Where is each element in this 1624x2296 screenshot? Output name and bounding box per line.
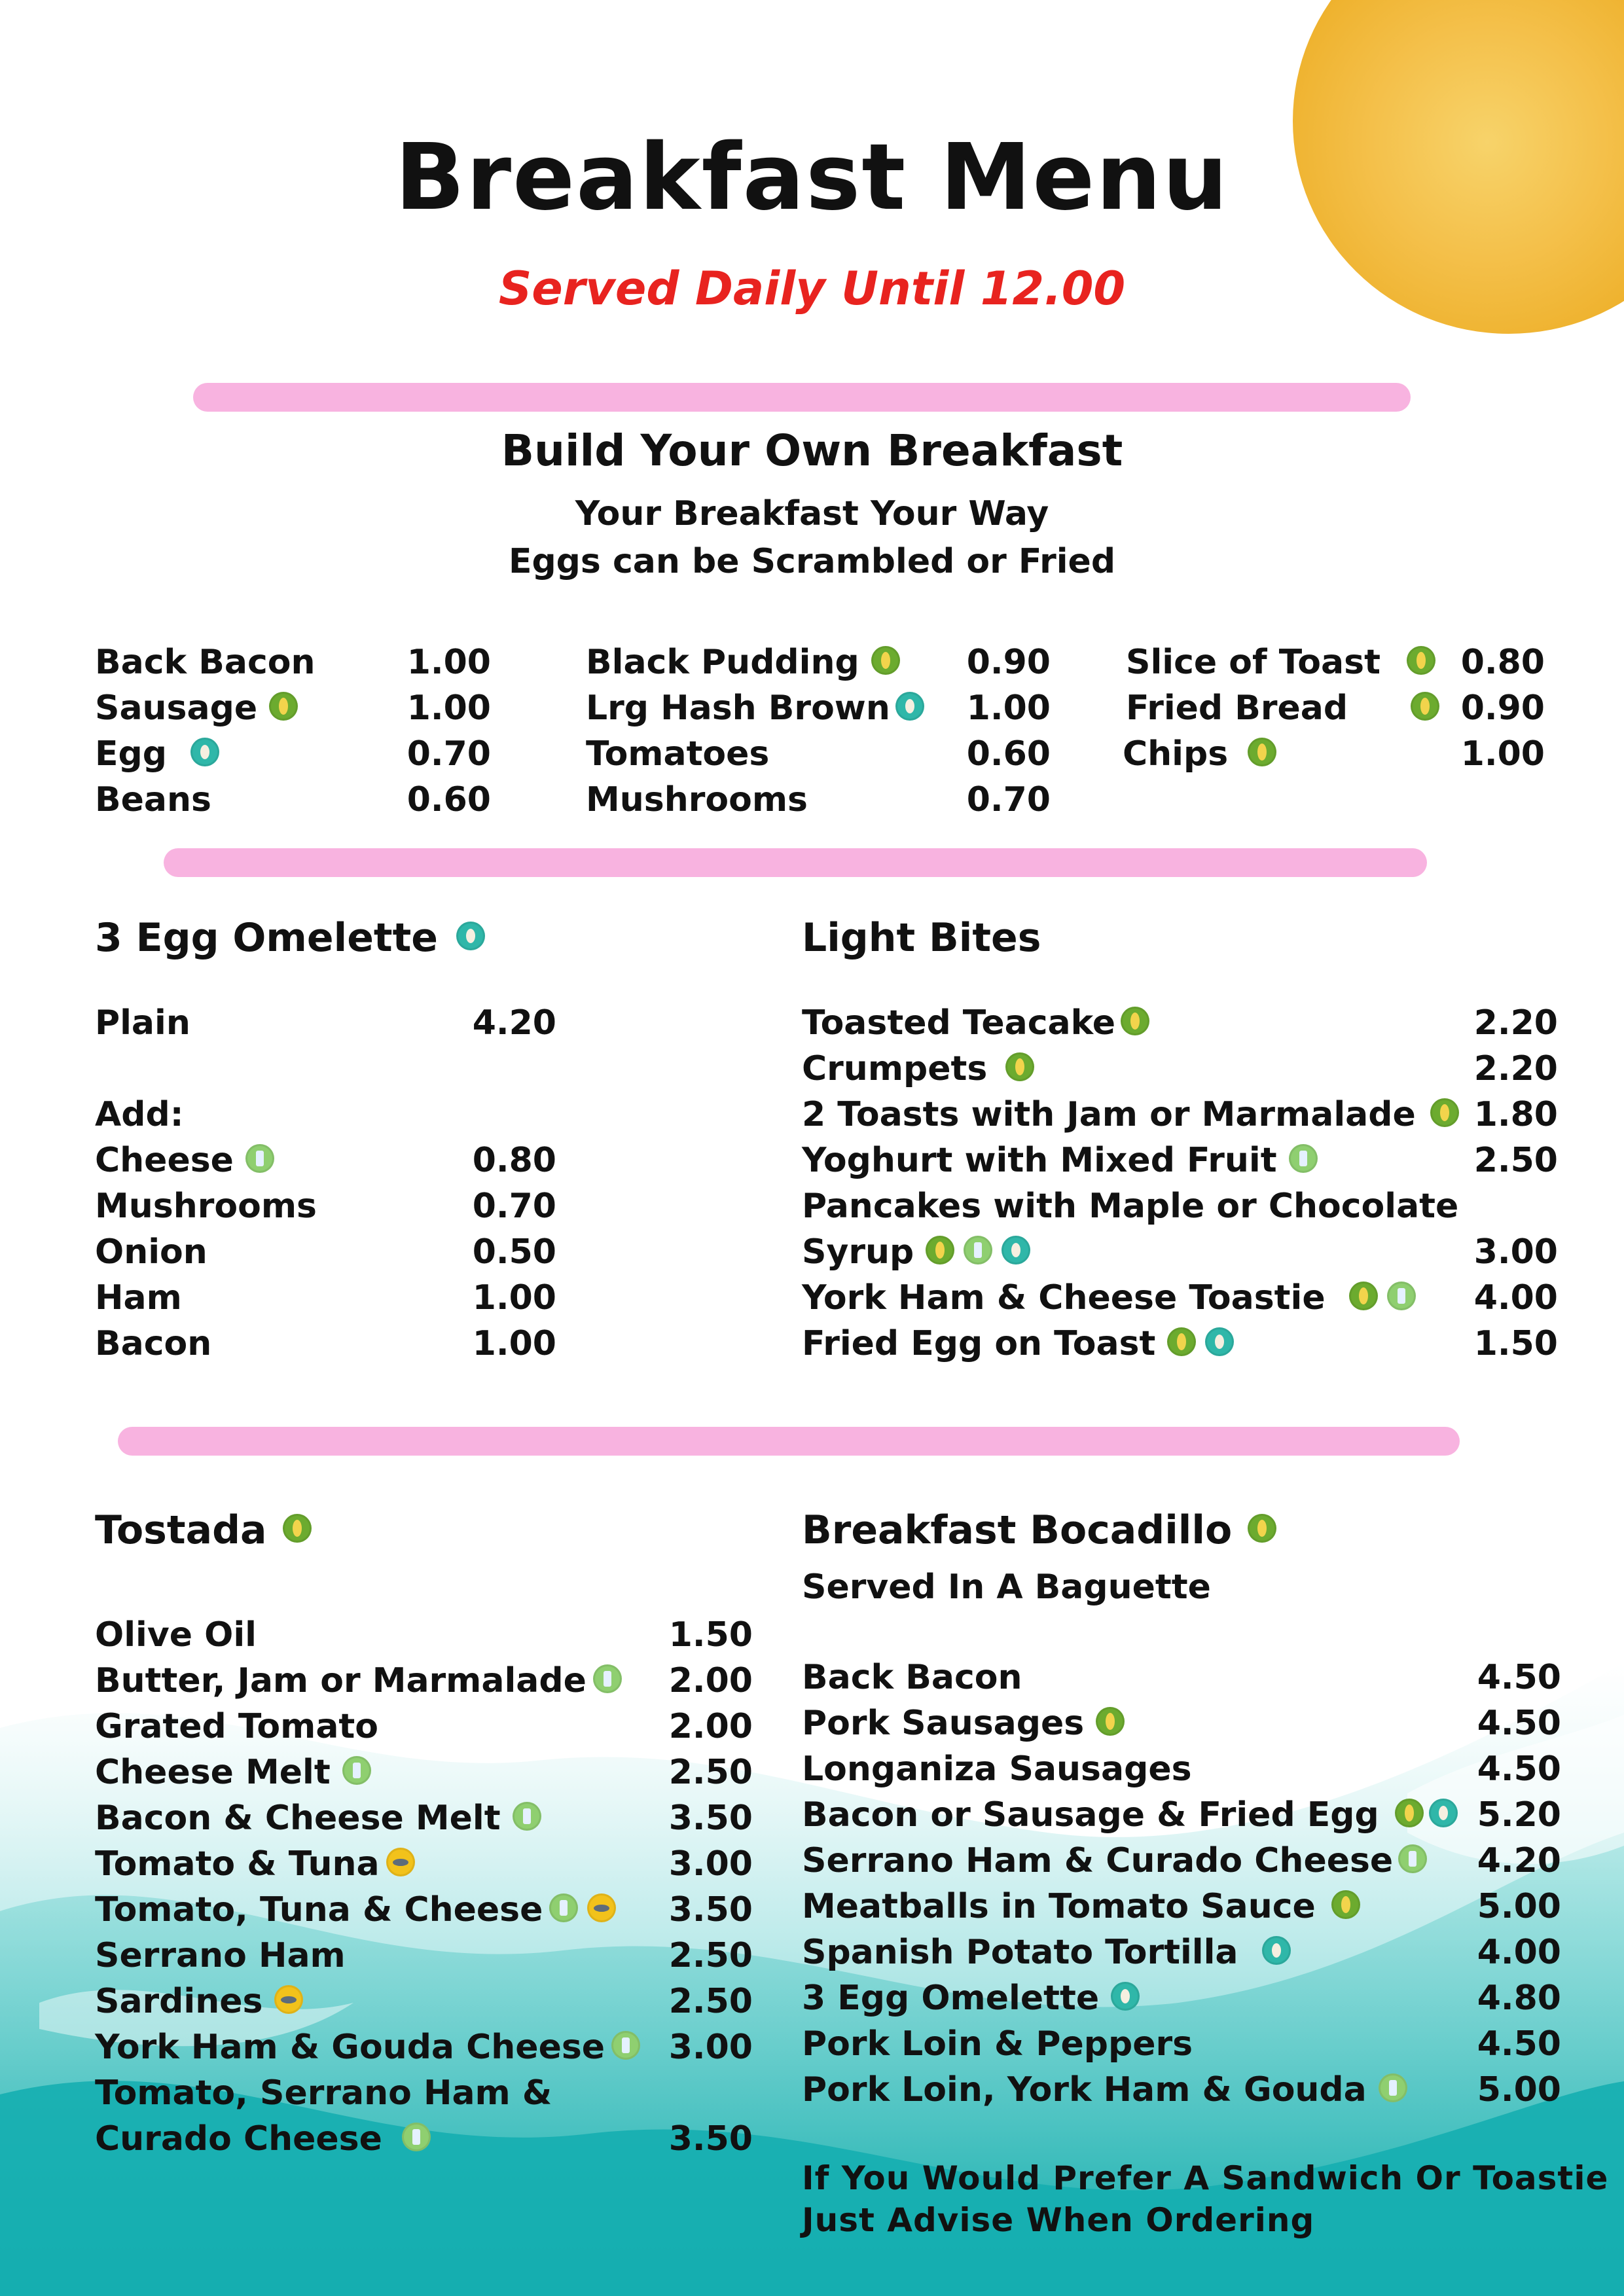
menu-item: Bacon or Sausage & Fried Egg — [802, 1792, 1458, 1838]
egg-icon — [895, 692, 924, 721]
page-title: Breakfast Menu — [395, 124, 1229, 231]
menu-item: Yoghurt with Mixed Fruit — [802, 1138, 1318, 1183]
egg-icon — [1205, 1327, 1234, 1356]
menu-item: York Ham & Cheese Toastie — [802, 1275, 1416, 1321]
menu-price: 1.00 — [1460, 734, 1545, 774]
menu-price: 1.80 — [1473, 1095, 1558, 1134]
menu-item: Sardines — [95, 1979, 303, 2024]
menu-item: Tomatoes — [586, 734, 770, 774]
menu-item: Cheese Melt — [95, 1749, 371, 1795]
menu-item: Chips — [1123, 731, 1276, 777]
gluten-icon — [1411, 692, 1439, 721]
menu-item: Serrano Ham — [95, 1936, 346, 1975]
bocadillo-subtitle: Served In A Baguette — [802, 1568, 1211, 1607]
menu-item: Pork Loin, York Ham & Gouda — [802, 2067, 1407, 2113]
menu-item: Beans — [95, 780, 211, 819]
build-your-own-line1: Your Breakfast Your Way — [575, 494, 1049, 533]
menu-price: 3.50 — [668, 1799, 753, 1838]
omelette-title: 3 Egg Omelette — [95, 915, 485, 961]
menu-item: Grated Tomato — [95, 1707, 379, 1746]
menu-price: 0.90 — [966, 643, 1051, 682]
menu-item: Mushrooms — [586, 780, 808, 819]
menu-price: 2.20 — [1473, 1049, 1558, 1088]
milk-icon — [245, 1144, 274, 1173]
menu-price: 1.00 — [406, 689, 491, 728]
menu-price: 1.00 — [966, 689, 1051, 728]
menu-price: 3.50 — [668, 2119, 753, 2159]
menu-item: Plain — [95, 1003, 190, 1043]
egg-icon — [190, 738, 219, 766]
menu-item: Back Bacon — [95, 643, 316, 682]
egg-icon — [1001, 1236, 1030, 1265]
menu-item: Crumpets — [802, 1046, 1034, 1092]
gluten-icon — [269, 692, 298, 721]
menu-item: Olive Oil — [95, 1615, 257, 1655]
tostada-title: Tostada — [95, 1507, 312, 1553]
menu-item: Back Bacon — [802, 1658, 1022, 1697]
menu-item: Toasted Teacake — [802, 1000, 1149, 1046]
menu-item: Lrg Hash Brown — [586, 685, 924, 731]
divider-brush-3 — [118, 1427, 1460, 1456]
menu-item: Black Pudding — [586, 639, 900, 685]
menu-price: 1.50 — [1473, 1324, 1558, 1363]
menu-price: 0.80 — [472, 1141, 556, 1180]
gluten-icon — [1005, 1052, 1034, 1081]
menu-item: 2 Toasts with Jam or Marmalade — [802, 1092, 1459, 1138]
menu-item: Longaniza Sausages — [802, 1749, 1192, 1789]
menu-price: 2.50 — [1473, 1141, 1558, 1180]
menu-price: 4.80 — [1477, 1979, 1561, 2018]
menu-price: 4.20 — [472, 1003, 556, 1043]
gluten-icon — [283, 1514, 312, 1543]
menu-price: 3.00 — [668, 1844, 753, 1884]
milk-icon — [549, 1893, 578, 1922]
gluten-icon — [1167, 1327, 1196, 1356]
menu-item: Mushrooms — [95, 1187, 317, 1226]
menu-price: 4.50 — [1477, 1704, 1561, 1743]
omelette-add-label: Add: — [95, 1095, 184, 1134]
milk-icon — [342, 1756, 371, 1785]
gluten-icon — [871, 646, 900, 675]
divider-brush-2 — [164, 848, 1427, 877]
menu-price: 3.50 — [668, 1890, 753, 1929]
menu-item: Meatballs in Tomato Sauce — [802, 1884, 1360, 1929]
bocadillo-footer-line2: Just Advise When Ordering — [802, 2201, 1315, 2239]
build-your-own-title: Build Your Own Breakfast — [501, 425, 1123, 476]
menu-item: Fried Bread — [1126, 685, 1439, 731]
menu-item: Tomato, Serrano Ham & — [95, 2073, 552, 2113]
page-subtitle: Served Daily Until 12.00 — [498, 262, 1126, 315]
menu-item: York Ham & Gouda Cheese — [95, 2024, 640, 2070]
gluten-icon — [1248, 738, 1276, 766]
milk-icon — [1289, 1144, 1318, 1173]
menu-price: 2.00 — [668, 1707, 753, 1746]
bocadillo-title: Breakfast Bocadillo — [802, 1507, 1276, 1553]
menu-item: Bacon & Cheese Melt — [95, 1795, 541, 1841]
menu-price: 3.00 — [1473, 1232, 1558, 1272]
egg-icon — [456, 922, 485, 950]
milk-icon — [513, 1802, 541, 1831]
milk-icon — [1398, 1844, 1427, 1873]
menu-price: 1.00 — [406, 643, 491, 682]
bocadillo-footer-line1: If You Would Prefer A Sandwich Or Toastie — [802, 2159, 1609, 2197]
menu-item: Tomato, Tuna & Cheese — [95, 1887, 616, 1933]
menu-item: Pork Sausages — [802, 1700, 1125, 1746]
menu-price: 2.20 — [1473, 1003, 1558, 1043]
gluten-icon — [1331, 1890, 1360, 1919]
gluten-icon — [1248, 1514, 1276, 1543]
menu-item: Fried Egg on Toast — [802, 1321, 1234, 1367]
menu-item: Ham — [95, 1278, 182, 1318]
menu-price: 0.60 — [406, 780, 491, 819]
menu-item: Onion — [95, 1232, 208, 1272]
egg-icon — [1429, 1799, 1458, 1827]
fish-icon — [386, 1848, 415, 1876]
milk-icon — [611, 2031, 640, 2060]
menu-price: 4.00 — [1477, 1933, 1561, 1972]
menu-price: 1.00 — [472, 1278, 556, 1318]
gluten-icon — [1349, 1282, 1378, 1310]
menu-item: Pork Loin & Peppers — [802, 2024, 1193, 2064]
milk-icon — [964, 1236, 992, 1265]
menu-price: 0.90 — [1460, 689, 1545, 728]
menu-price: 1.50 — [668, 1615, 753, 1655]
menu-item: Sausage — [95, 685, 298, 731]
menu-price: 4.50 — [1477, 1749, 1561, 1789]
menu-item: Serrano Ham & Curado Cheese — [802, 1838, 1427, 1884]
menu-item: Slice of Toast — [1126, 639, 1435, 685]
milk-icon — [1379, 2073, 1407, 2102]
menu-price: 3.00 — [668, 2028, 753, 2067]
menu-item: 3 Egg Omelette — [802, 1975, 1140, 2021]
menu-price: 4.50 — [1477, 1658, 1561, 1697]
fish-icon — [274, 1985, 303, 2014]
menu-item: Syrup — [802, 1229, 1030, 1275]
menu-price: 2.00 — [668, 1661, 753, 1700]
menu-price: 2.50 — [668, 1982, 753, 2021]
milk-icon — [1387, 1282, 1416, 1310]
menu-price: 4.20 — [1477, 1841, 1561, 1880]
build-your-own-line2: Eggs can be Scrambled or Fried — [508, 542, 1116, 581]
menu-item: Butter, Jam or Marmalade — [95, 1658, 622, 1704]
menu-item: Egg — [95, 731, 219, 777]
menu-price: 0.70 — [472, 1187, 556, 1226]
menu-item: Curado Cheese — [95, 2116, 431, 2162]
divider-brush-1 — [193, 383, 1411, 412]
gluten-icon — [1096, 1707, 1125, 1736]
menu-price: 0.80 — [1460, 643, 1545, 682]
gluten-icon — [1121, 1007, 1149, 1035]
menu-price: 1.00 — [472, 1324, 556, 1363]
menu-item: Spanish Potato Tortilla — [802, 1929, 1291, 1975]
gluten-icon — [926, 1236, 954, 1265]
menu-item: Cheese — [95, 1138, 274, 1183]
menu-price: 5.00 — [1477, 2070, 1561, 2109]
menu-price: 0.70 — [966, 780, 1051, 819]
gluten-icon — [1395, 1799, 1424, 1827]
menu-price: 4.00 — [1473, 1278, 1558, 1318]
menu-price: 5.00 — [1477, 1887, 1561, 1926]
milk-icon — [402, 2123, 431, 2151]
menu-price: 2.50 — [668, 1753, 753, 1792]
menu-item: Tomato & Tuna — [95, 1841, 415, 1887]
egg-icon — [1262, 1936, 1291, 1965]
gluten-icon — [1407, 646, 1435, 675]
menu-price: 5.20 — [1477, 1795, 1561, 1835]
menu-item: Bacon — [95, 1324, 212, 1363]
milk-icon — [593, 1664, 622, 1693]
egg-icon — [1111, 1982, 1140, 2011]
menu-price: 4.50 — [1477, 2024, 1561, 2064]
menu-price: 0.70 — [406, 734, 491, 774]
menu-price: 0.50 — [472, 1232, 556, 1272]
menu-price: 2.50 — [668, 1936, 753, 1975]
menu-price: 0.60 — [966, 734, 1051, 774]
menu-item: Pancakes with Maple or Chocolate — [802, 1187, 1459, 1226]
fish-icon — [587, 1893, 616, 1922]
light-bites-title: Light Bites — [802, 915, 1041, 961]
